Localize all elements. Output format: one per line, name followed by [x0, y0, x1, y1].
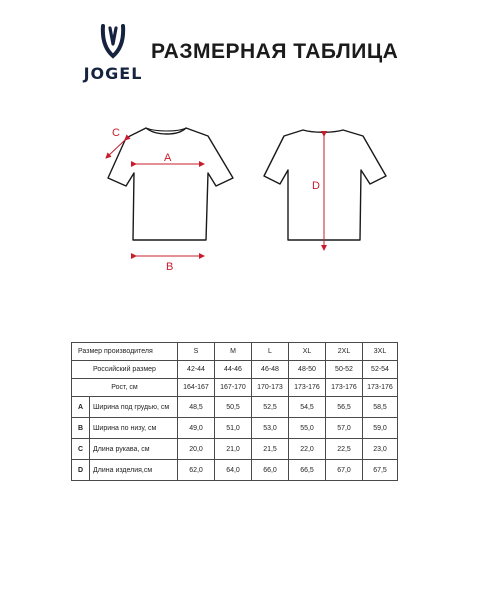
height-label: Рост, см — [72, 379, 178, 397]
param-name: Длина рукава, см — [90, 439, 178, 460]
value-cell: 54,5 — [289, 397, 326, 418]
param-name: Ширина по низу, см — [90, 418, 178, 439]
value-cell: 49,0 — [178, 418, 215, 439]
value-cell: 48,5 — [178, 397, 215, 418]
measure-c-line — [106, 140, 125, 158]
brand-logo — [78, 24, 148, 84]
value-cell: 57,0 — [326, 418, 363, 439]
table-row — [72, 343, 398, 361]
table-row — [72, 460, 398, 481]
measure-a-label: A — [164, 152, 172, 164]
param-name: Ширина под грудью, см — [90, 397, 178, 418]
russian-size-cell: 44-46 — [215, 361, 252, 379]
tshirt-front-outline — [108, 128, 233, 240]
param-letter: D — [72, 460, 90, 481]
measure-b-label: B — [166, 261, 174, 273]
table-row — [72, 439, 398, 460]
height-cell: 167-170 — [215, 379, 252, 397]
height-cell: 173-176 — [289, 379, 326, 397]
table-row — [72, 379, 398, 397]
value-cell: 21,0 — [215, 439, 252, 460]
russian-size-cell: 48-50 — [289, 361, 326, 379]
jogel-emblem-icon — [96, 24, 130, 62]
height-cell: 173-176 — [363, 379, 398, 397]
value-cell: 66,5 — [289, 460, 326, 481]
height-cell: 170-173 — [252, 379, 289, 397]
tshirt-back-outline — [264, 130, 386, 240]
param-letter: C — [72, 439, 90, 460]
value-cell: 20,0 — [178, 439, 215, 460]
value-cell: 67,5 — [363, 460, 398, 481]
value-cell: 66,0 — [252, 460, 289, 481]
russian-size-cell: 46-48 — [252, 361, 289, 379]
size-cell: 3XL — [363, 343, 398, 361]
manufacturer-size-label: Размер производителя — [72, 343, 178, 361]
value-cell: 51,0 — [215, 418, 252, 439]
value-cell: 58,5 — [363, 397, 398, 418]
size-cell: S — [178, 343, 215, 361]
measure-d-label: D — [312, 180, 320, 192]
size-cell: 2XL — [326, 343, 363, 361]
page-title: РАЗМЕРНАЯ ТАБЛИЦА — [151, 40, 399, 63]
value-cell: 53,0 — [252, 418, 289, 439]
table-row — [72, 361, 398, 379]
value-cell: 52,5 — [252, 397, 289, 418]
value-cell: 67,0 — [326, 460, 363, 481]
russian-size-cell: 50-52 — [326, 361, 363, 379]
measure-c-label: C — [112, 127, 120, 139]
value-cell: 56,5 — [326, 397, 363, 418]
brand-logo-text: JOGEL — [83, 64, 143, 83]
value-cell: 59,0 — [363, 418, 398, 439]
value-cell: 21,5 — [252, 439, 289, 460]
russian-size-cell: 42-44 — [178, 361, 215, 379]
height-cell: 173-176 — [326, 379, 363, 397]
russian-size-cell: 52-54 — [363, 361, 398, 379]
tshirt-back-diagram — [258, 118, 398, 268]
value-cell: 23,0 — [363, 439, 398, 460]
param-letter: B — [72, 418, 90, 439]
size-cell: L — [252, 343, 289, 361]
value-cell: 55,0 — [289, 418, 326, 439]
value-cell: 62,0 — [178, 460, 215, 481]
value-cell: 50,5 — [215, 397, 252, 418]
size-cell: M — [215, 343, 252, 361]
table-row — [72, 397, 398, 418]
param-name: Длина изделия,см — [90, 460, 178, 481]
value-cell: 64,0 — [215, 460, 252, 481]
param-letter: A — [72, 397, 90, 418]
table-row — [72, 418, 398, 439]
tshirt-front-diagram — [98, 118, 248, 278]
russian-size-label: Российский размер — [72, 361, 178, 379]
size-table — [71, 342, 398, 481]
size-cell: XL — [289, 343, 326, 361]
value-cell: 22,5 — [326, 439, 363, 460]
value-cell: 22,0 — [289, 439, 326, 460]
height-cell: 164-167 — [178, 379, 215, 397]
